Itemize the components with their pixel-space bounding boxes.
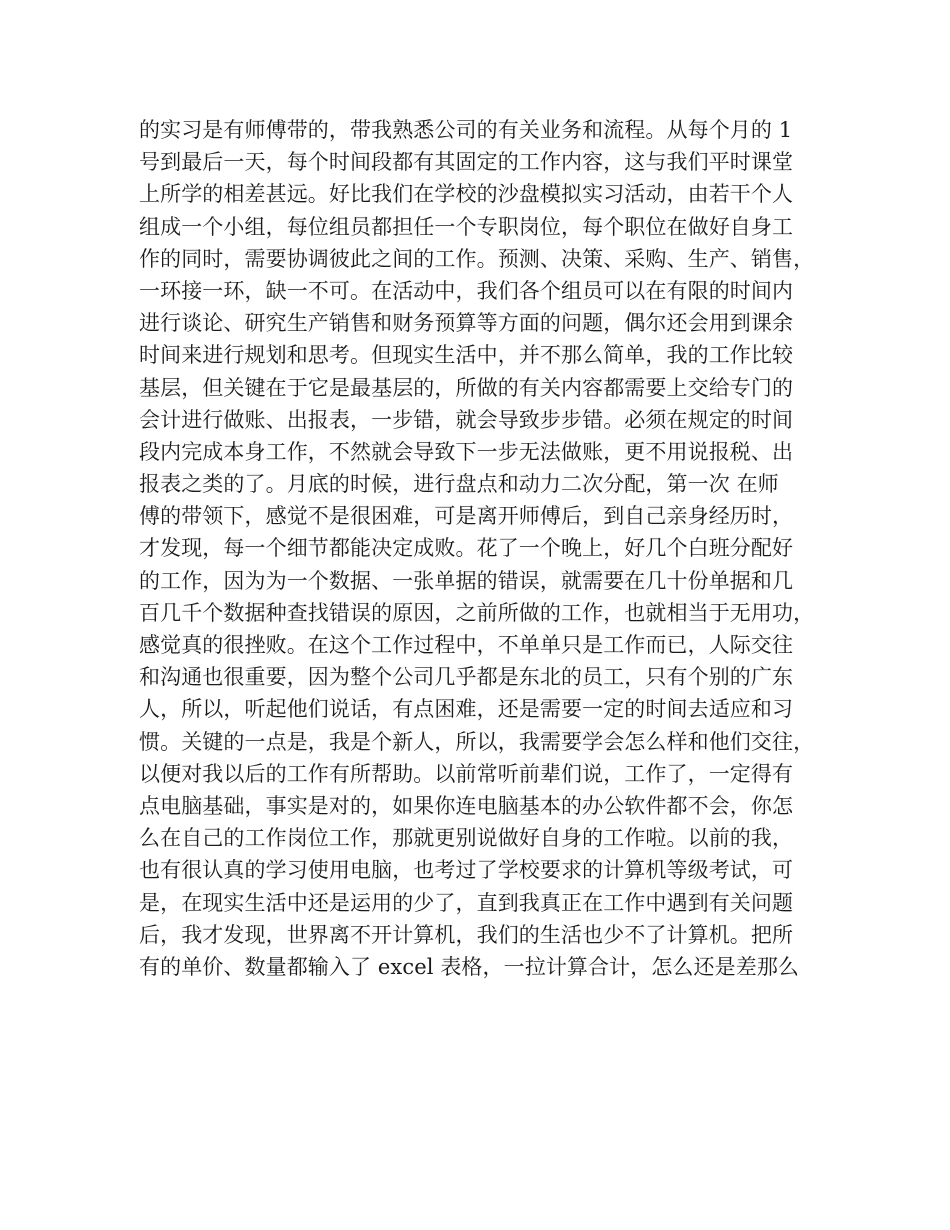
text-line: 点电脑基础，事实是对的，如果你连电脑基本的办公软件都不会，你怎	[139, 793, 794, 818]
text-line: 上所学的相差甚远。好比我们在学校的沙盘模拟实习活动，由若干个人	[139, 182, 794, 207]
text-line: 时间来进行规划和思考。但现实生活中，并不那么简单，我的工作比较	[139, 343, 794, 368]
text-line: 百几千个数据种查找错误的原因，之前所做的工作，也就相当于无用功，	[139, 600, 815, 625]
text-line: 的工作，因为为一个数据、一张单据的错误，就需要在几十份单据和几	[139, 568, 794, 593]
text-line: 会计进行做账、出报表，一步错，就会导致步步错。必须在规定的时间	[139, 407, 794, 432]
text-line: 是，在现实生活中还是运用的少了，直到我真正在工作中遇到有关问题	[139, 890, 794, 915]
text-line: 一环接一环，缺一不可。在活动中，我们各个组员可以在有限的时间内	[139, 278, 794, 303]
text-line: 人，所以，听起他们说话，有点困难，还是需要一定的时间去适应和习	[139, 697, 794, 722]
text-line: 报表之类的了。月底的时候，进行盘点和动力二次分配，第一次 在师	[139, 472, 779, 497]
text-line: 惯。关键的一点是，我是个新人，所以，我需要学会怎么样和他们交往，	[139, 729, 815, 754]
text-line: 和沟通也很重要，因为整个公司几乎都是东北的员工，只有个别的广东	[139, 665, 794, 690]
text-line: 进行谈论、研究生产销售和财务预算等方面的问题，偶尔还会用到课余	[139, 311, 794, 336]
text-line: 有的单价、数量都输入了 excel 表格，一拉计算合计，怎么还是差那么	[139, 954, 800, 979]
text-line: 段内完成本身工作，不然就会导致下一步无法做账，更不用说报税、出	[139, 439, 794, 464]
text-line: 才发现，每一个细节都能决定成败。花了一个晚上，好几个白班分配好	[139, 536, 794, 561]
text-line: 的实习是有师傅带的，带我熟悉公司的有关业务和流程。从每个月的 1	[139, 118, 793, 142]
text-line: 么在自己的工作岗位工作，那就更别说做好自身的工作啦。以前的我，	[139, 826, 794, 851]
text-line: 以便对我以后的工作有所帮助。以前常听前辈们说，工作了，一定得有	[139, 761, 794, 786]
text-line: 组成一个小组，每位组员都担任一个专职岗位，每个职位在做好自身工	[139, 214, 794, 239]
text-line: 作的同时，需要协调彼此之间的工作。预测、决策、采购、生产、销售，	[139, 246, 815, 271]
text-line: 傅的带领下，感觉不是很困难，可是离开师傅后，到自己亲身经历时，	[139, 504, 794, 529]
text-line: 基层，但关键在于它是最基层的，所做的有关内容都需要上交给专门的	[139, 375, 794, 400]
text-line: 感觉真的很挫败。在这个工作过程中，不单单只是工作而已，人际交往	[139, 633, 794, 657]
text-line: 也有很认真的学习使用电脑，也考过了学校要求的计算机等级考试，可	[139, 858, 794, 883]
text-line: 后，我才发现，世界离不开计算机，我们的生活也少不了计算机。把所	[139, 922, 794, 947]
body-text	[139, 114, 839, 983]
text-line: 号到最后一天，每个时间段都有其固定的工作内容，这与我们平时课堂	[139, 150, 794, 175]
